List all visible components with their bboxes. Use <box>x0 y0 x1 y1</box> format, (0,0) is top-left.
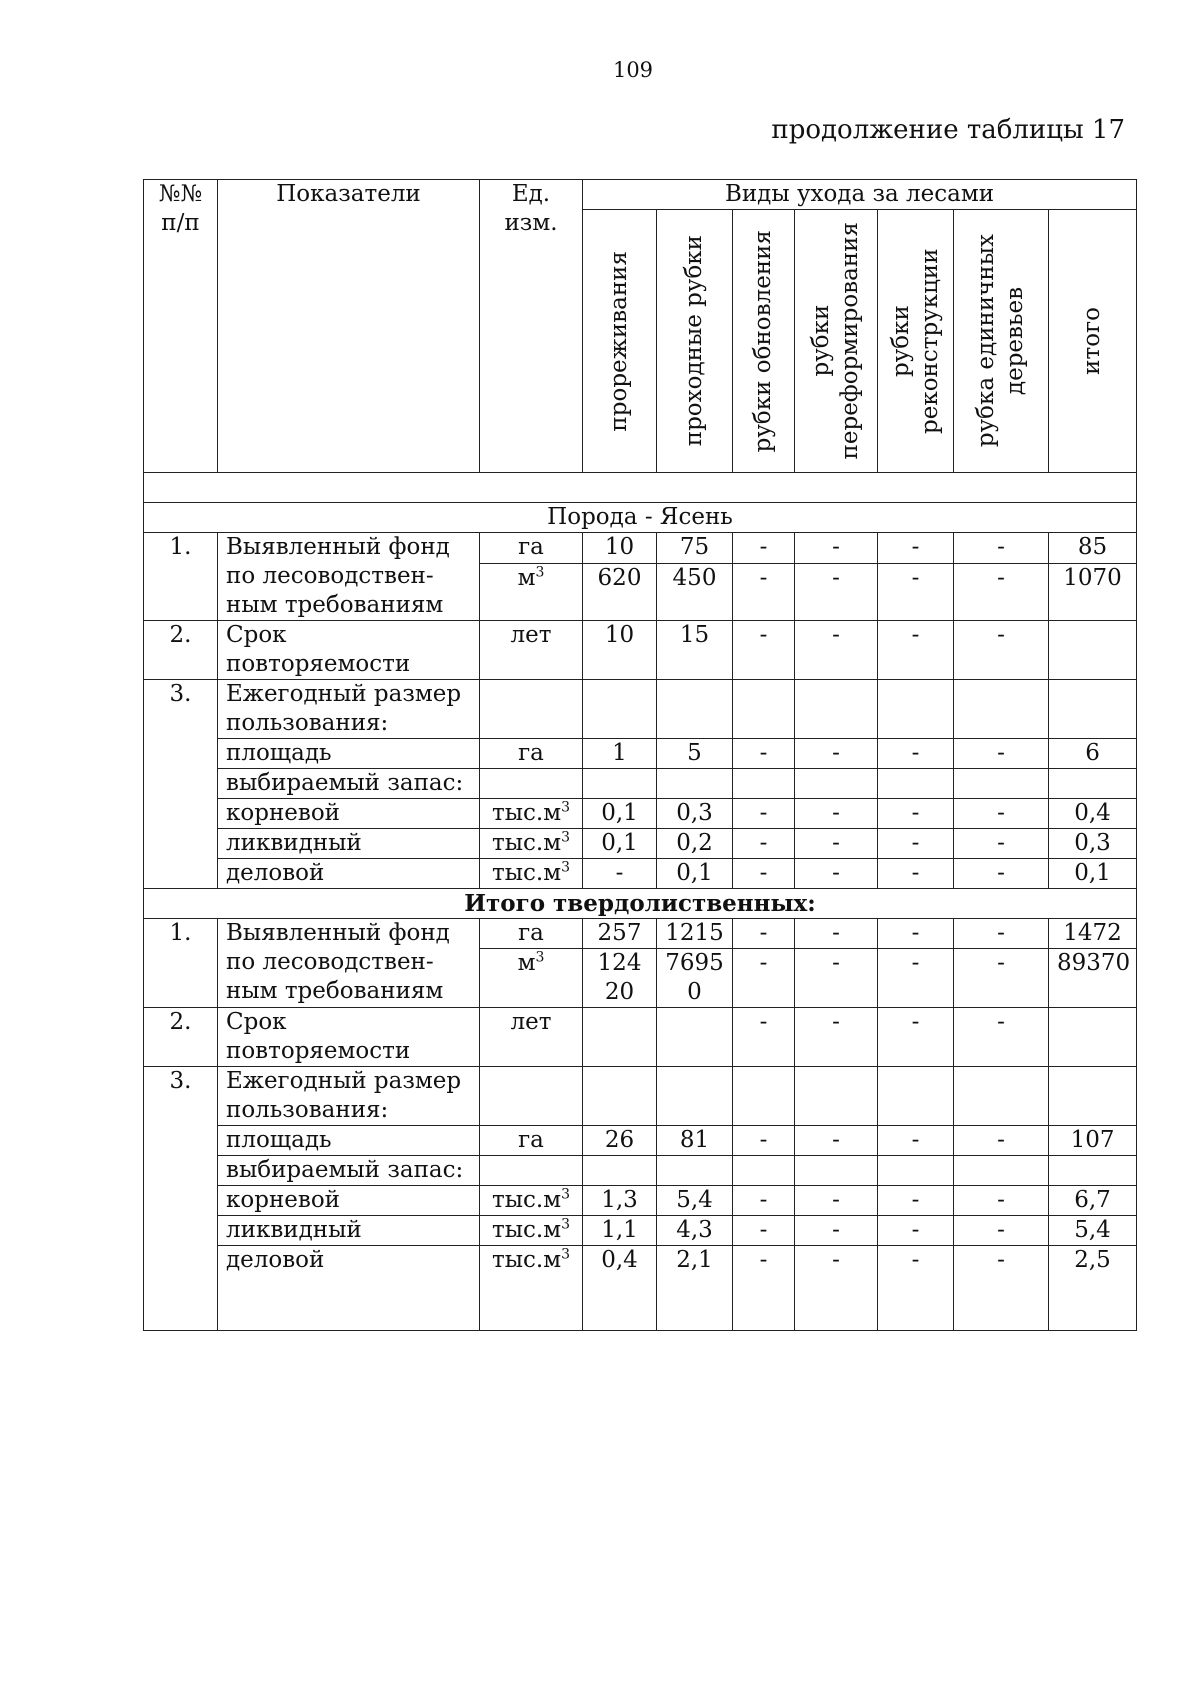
value-cell <box>733 769 795 799</box>
stock-label-row <box>144 1156 1137 1186</box>
value-cell <box>795 769 878 799</box>
value-cell: - <box>878 1186 954 1216</box>
value-cell: - <box>733 1008 795 1067</box>
value-cell: 0,4 <box>583 1246 657 1331</box>
spacer-row <box>144 473 1137 503</box>
value-cell: - <box>878 533 954 564</box>
row-number: 3. <box>144 1067 218 1331</box>
value-cell <box>1049 769 1137 799</box>
value-cell <box>878 1067 954 1126</box>
row-number: 3. <box>144 680 218 889</box>
indicator-label: выбираемый запас: <box>218 769 480 799</box>
value-cell: 107 <box>1049 1126 1137 1156</box>
header-type-total <box>1049 210 1137 473</box>
indicator-label: Срок повторяемости <box>218 621 480 680</box>
unit-cell: лет <box>480 621 583 680</box>
value-cell: - <box>954 1126 1049 1156</box>
unit-cell <box>480 680 583 739</box>
annual-row <box>144 680 1137 739</box>
value-cell: 0,1 <box>657 859 733 889</box>
value-cell: - <box>733 799 795 829</box>
value-cell: 1 <box>583 739 657 769</box>
value-cell: 7695 0 <box>657 949 733 1008</box>
value-cell <box>657 769 733 799</box>
section-title-row <box>144 889 1137 919</box>
value-cell: - <box>954 919 1049 949</box>
unit-cell: га <box>480 1126 583 1156</box>
value-cell <box>733 680 795 739</box>
value-cell <box>1049 1156 1137 1186</box>
value-cell: - <box>733 621 795 680</box>
unit-cell: $тыс.м^3$ <box>480 1216 583 1246</box>
unit-cell: $м^3$ <box>480 949 583 1008</box>
indicator-label: ликвидный <box>218 1216 480 1246</box>
indicator-label: ликвидный <box>218 829 480 859</box>
value-cell: 1472 <box>1049 919 1137 949</box>
header-type-reconstruction-cutting <box>878 210 954 473</box>
value-cell: 75 <box>657 533 733 564</box>
value-cell: - <box>733 1186 795 1216</box>
header-care-types: Виды ухода за лесами <box>583 180 1137 210</box>
value-cell <box>1049 621 1137 680</box>
value-cell: 81 <box>657 1126 733 1156</box>
value-cell: - <box>795 1246 878 1331</box>
value-cell: - <box>954 829 1049 859</box>
value-cell: 0,1 <box>583 829 657 859</box>
value-cell: 1215 <box>657 919 733 949</box>
row-number: 1. <box>144 919 218 1008</box>
business-stock-row <box>144 859 1137 889</box>
value-cell: - <box>878 1126 954 1156</box>
value-cell <box>954 1067 1049 1126</box>
value-cell: - <box>878 1216 954 1246</box>
value-cell: 10 <box>583 533 657 564</box>
forest-care-table <box>143 179 1137 1331</box>
value-cell <box>795 1156 878 1186</box>
value-cell <box>583 1008 657 1067</box>
value-cell: - <box>733 1216 795 1246</box>
row-number: 2. <box>144 621 218 680</box>
value-cell <box>1049 680 1137 739</box>
value-cell: - <box>954 949 1049 1008</box>
value-cell: - <box>733 919 795 949</box>
value-cell: 0,1 <box>1049 859 1137 889</box>
value-cell: 450 <box>657 563 733 620</box>
indicator-label: площадь <box>218 739 480 769</box>
row-number: 2. <box>144 1008 218 1067</box>
header-type-passage-cutting <box>657 210 733 473</box>
value-cell: - <box>733 829 795 859</box>
unit-cell <box>480 1067 583 1126</box>
section-title-row <box>144 503 1137 533</box>
root-stock-row <box>144 1186 1137 1216</box>
header-type-single-tree-cutting <box>954 210 1049 473</box>
value-cell: 6,7 <box>1049 1186 1137 1216</box>
value-cell <box>795 1067 878 1126</box>
unit-cell: $тыс.м^3$ <box>480 829 583 859</box>
value-cell: - <box>795 919 878 949</box>
value-cell: 10 <box>583 621 657 680</box>
value-cell: 15 <box>657 621 733 680</box>
value-cell: - <box>954 563 1049 620</box>
value-cell: - <box>795 1216 878 1246</box>
value-cell: - <box>878 949 954 1008</box>
value-cell: 4,3 <box>657 1216 733 1246</box>
unit-cell: $тыс.м^3$ <box>480 1186 583 1216</box>
header-type-label: рубка единичных деревьев <box>973 234 1028 448</box>
unit-cell: га <box>480 533 583 564</box>
header-type-label: рубки реконструкции <box>887 248 943 434</box>
header-type-label: проходные рубки <box>681 235 707 447</box>
value-cell: 5,4 <box>1049 1216 1137 1246</box>
value-cell: 6 <box>1049 739 1137 769</box>
indicator-label: Выявленный фонд по лесоводствен- ным требованиям <box>218 919 480 1008</box>
value-cell: 257 <box>583 919 657 949</box>
value-cell: - <box>733 859 795 889</box>
value-cell: 0,4 <box>1049 799 1137 829</box>
value-cell: 1,3 <box>583 1186 657 1216</box>
value-cell <box>583 680 657 739</box>
stock-label-row <box>144 769 1137 799</box>
indicator-label: деловой <box>218 859 480 889</box>
header-type-renewal-cutting <box>733 210 795 473</box>
value-cell <box>878 680 954 739</box>
period-row <box>144 1008 1137 1067</box>
header-num: №№ п/п <box>144 180 218 473</box>
value-cell <box>954 1156 1049 1186</box>
value-cell: - <box>795 859 878 889</box>
header-unit: Ед. изм. <box>480 180 583 473</box>
value-cell: - <box>878 799 954 829</box>
value-cell: - <box>878 1246 954 1331</box>
value-cell <box>733 1067 795 1126</box>
value-cell: - <box>795 563 878 620</box>
value-cell: - <box>954 1216 1049 1246</box>
value-cell <box>657 1067 733 1126</box>
row-number: 1. <box>144 533 218 621</box>
value-cell: - <box>878 829 954 859</box>
unit-cell <box>480 769 583 799</box>
header-type-label: прореживания <box>606 250 632 432</box>
value-cell: - <box>954 621 1049 680</box>
area-row <box>144 1126 1137 1156</box>
value-cell: 124 20 <box>583 949 657 1008</box>
liquid-stock-row <box>144 829 1137 859</box>
indicator-label: корневой <box>218 799 480 829</box>
indicator-label: корневой <box>218 1186 480 1216</box>
header-type-label: рубки переформирования <box>808 222 863 460</box>
unit-cell: лет <box>480 1008 583 1067</box>
value-cell: - <box>583 859 657 889</box>
value-cell: - <box>733 949 795 1008</box>
unit-cell <box>480 1156 583 1186</box>
page-number: 109 <box>612 58 654 82</box>
value-cell <box>878 769 954 799</box>
value-cell: - <box>954 1246 1049 1331</box>
value-cell: 2,1 <box>657 1246 733 1331</box>
value-cell: 0,3 <box>657 799 733 829</box>
value-cell <box>954 769 1049 799</box>
value-cell: - <box>878 563 954 620</box>
value-cell: - <box>733 1126 795 1156</box>
value-cell: 2,5 <box>1049 1246 1137 1331</box>
value-cell: - <box>795 1126 878 1156</box>
indicator-label: выбираемый запас: <box>218 1156 480 1186</box>
value-cell: - <box>878 1008 954 1067</box>
value-cell: - <box>795 1186 878 1216</box>
fund-row-ha <box>144 919 1137 949</box>
period-row <box>144 621 1137 680</box>
value-cell: 0,2 <box>657 829 733 859</box>
section-title: Порода - Ясень <box>144 503 1137 533</box>
indicator-label: Выявленный фонд по лесоводствен- ным требованиям <box>218 533 480 621</box>
value-cell: - <box>795 799 878 829</box>
indicator-label: площадь <box>218 1126 480 1156</box>
value-cell: - <box>954 739 1049 769</box>
value-cell <box>657 1156 733 1186</box>
value-cell <box>1049 1008 1137 1067</box>
value-cell: - <box>733 1246 795 1331</box>
unit-cell: га <box>480 919 583 949</box>
unit-cell: $тыс.м^3$ <box>480 859 583 889</box>
indicator-label: деловой <box>218 1246 480 1331</box>
value-cell <box>657 1008 733 1067</box>
value-cell: - <box>878 919 954 949</box>
annual-row <box>144 1067 1137 1126</box>
value-cell: 26 <box>583 1126 657 1156</box>
value-cell: 620 <box>583 563 657 620</box>
header-indicator: Показатели <box>218 180 480 473</box>
indicator-label: Ежегодный размер пользования: <box>218 680 480 739</box>
value-cell: - <box>795 949 878 1008</box>
value-cell <box>1049 1067 1137 1126</box>
value-cell: - <box>795 621 878 680</box>
value-cell: - <box>954 1008 1049 1067</box>
value-cell <box>657 680 733 739</box>
area-row <box>144 739 1137 769</box>
header-row-top <box>144 180 1137 210</box>
value-cell: 1,1 <box>583 1216 657 1246</box>
table-continuation-caption: продолжение таблицы 17 <box>771 115 1125 145</box>
value-cell <box>954 680 1049 739</box>
value-cell <box>583 1156 657 1186</box>
value-cell: - <box>795 739 878 769</box>
unit-cell: га <box>480 739 583 769</box>
value-cell: - <box>878 859 954 889</box>
value-cell: - <box>795 533 878 564</box>
header-type-reformation-cutting <box>795 210 878 473</box>
fund-row-ha <box>144 533 1137 564</box>
value-cell: - <box>954 859 1049 889</box>
value-cell: - <box>954 1186 1049 1216</box>
indicator-label: Ежегодный размер пользования: <box>218 1067 480 1126</box>
header-type-thinning <box>583 210 657 473</box>
root-stock-row <box>144 799 1137 829</box>
unit-cell: $м^3$ <box>480 563 583 620</box>
value-cell: 5 <box>657 739 733 769</box>
value-cell: - <box>954 799 1049 829</box>
business-stock-row <box>144 1246 1137 1331</box>
value-cell: - <box>733 739 795 769</box>
value-cell <box>733 1156 795 1186</box>
section-title: Итого твердолиственных: <box>144 889 1137 919</box>
value-cell: - <box>954 533 1049 564</box>
header-type-label: итого <box>1079 307 1106 375</box>
value-cell: 0,3 <box>1049 829 1137 859</box>
value-cell: - <box>878 621 954 680</box>
liquid-stock-row <box>144 1216 1137 1246</box>
value-cell: 85 <box>1049 533 1137 564</box>
value-cell <box>583 769 657 799</box>
indicator-label: Срок повторяемости <box>218 1008 480 1067</box>
unit-cell: $тыс.м^3$ <box>480 799 583 829</box>
value-cell <box>878 1156 954 1186</box>
value-cell: - <box>733 563 795 620</box>
value-cell: - <box>733 533 795 564</box>
value-cell: 1070 <box>1049 563 1137 620</box>
value-cell: 89370 <box>1049 949 1137 1008</box>
value-cell <box>795 680 878 739</box>
unit-cell: $тыс.м^3$ <box>480 1246 583 1331</box>
value-cell: 5,4 <box>657 1186 733 1216</box>
value-cell <box>583 1067 657 1126</box>
value-cell: 0,1 <box>583 799 657 829</box>
value-cell: - <box>795 829 878 859</box>
header-type-label: рубки обновления <box>750 229 776 453</box>
value-cell: - <box>878 739 954 769</box>
value-cell: - <box>795 1008 878 1067</box>
